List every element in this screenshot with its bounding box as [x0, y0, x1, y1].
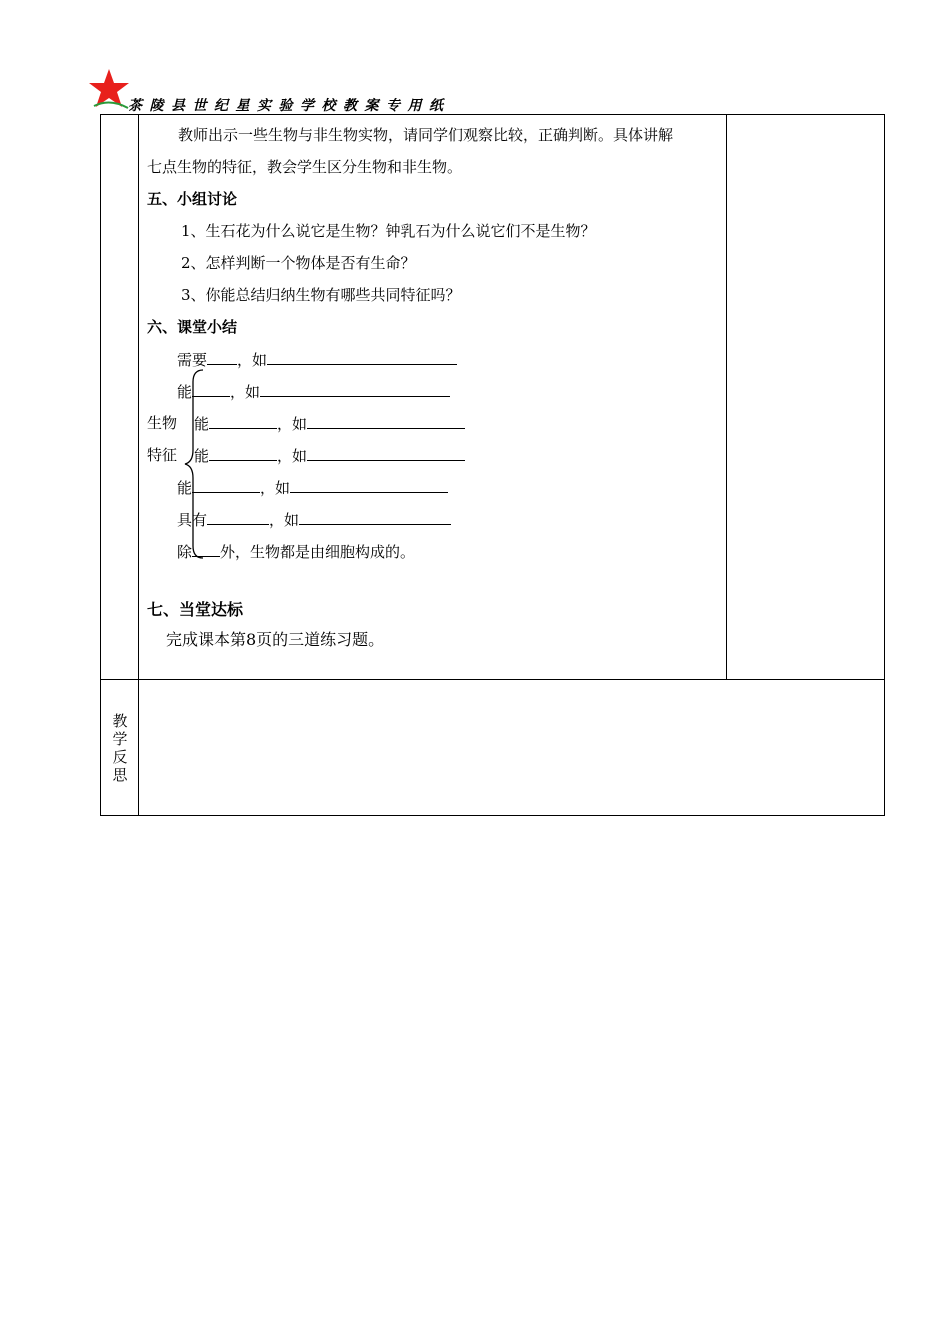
fill-blank [299, 510, 451, 525]
table-label-column-border [138, 114, 139, 816]
summary-row-prefix: 具有 [177, 511, 208, 529]
fill-blank [307, 446, 465, 461]
section6-heading: 六、课堂小结 [147, 318, 238, 336]
star-logo-icon [88, 68, 130, 110]
table-row-divider [100, 679, 885, 680]
summary-row-suffix: 外，生物都是由细胞构成的。 [220, 543, 416, 561]
section7-text: 完成课本第8页的三道练习题。 [166, 630, 385, 649]
summary-row-2 [177, 382, 450, 401]
summary-row-prefix: 能 [177, 383, 193, 401]
fill-blank [207, 350, 237, 365]
table-bottom-border [100, 815, 885, 816]
ru-label: ，如 [277, 415, 308, 433]
summary-row-4 [194, 446, 465, 465]
summary-row-6 [177, 510, 451, 529]
discussion-question-3: 3、你能总结归纳生物有哪些共同特征吗？ [181, 286, 461, 304]
summary-row-prefix: 除 [177, 543, 193, 561]
fill-blank [260, 382, 450, 397]
section7-heading: 七、当堂达标 [147, 600, 244, 619]
table-top-border [100, 114, 885, 115]
summary-row-7 [177, 542, 415, 561]
table-notes-column-border [726, 114, 727, 680]
ru-label: ，如 [230, 383, 261, 401]
ru-label: ，如 [269, 511, 300, 529]
intro-line-1: 教师出示一些生物与非生物实物，请同学们观察比较，正确判断。具体讲解 [178, 126, 674, 144]
fill-blank [290, 478, 448, 493]
curly-brace-icon [183, 368, 210, 560]
summary-row-1 [177, 350, 457, 369]
summary-row-prefix: 能 [194, 415, 210, 433]
fill-blank [207, 510, 269, 525]
document-header [88, 68, 568, 114]
section5-heading: 五、小组讨论 [147, 190, 238, 208]
fill-blank [209, 446, 277, 461]
summary-label-line-1: 生物 [147, 414, 178, 432]
discussion-question-1: 1、生石花为什么说它是生物？钟乳石为什么说它们不是生物？ [181, 222, 596, 240]
reflection-label: 教学反思 [112, 712, 128, 784]
summary-row-prefix: 需要 [177, 351, 208, 369]
summary-label-line-2: 特征 [147, 446, 178, 464]
summary-row-3 [194, 414, 465, 433]
school-title: 茶陵县世纪星实验学校教案专用纸 [128, 98, 451, 114]
intro-line-2: 七点生物的特征，教会学生区分生物和非生物。 [147, 158, 463, 176]
ru-label: ，如 [237, 351, 268, 369]
fill-blank [267, 350, 457, 365]
fill-blank [307, 414, 465, 429]
table-left-border [100, 114, 101, 816]
discussion-question-2: 2、怎样判断一个物体是否有生命？ [181, 254, 416, 272]
table-right-border [884, 114, 885, 816]
summary-row-5 [177, 478, 448, 497]
ru-label: ，如 [277, 447, 308, 465]
summary-row-prefix: 能 [177, 479, 193, 497]
summary-row-prefix: 能 [194, 447, 210, 465]
ru-label: ，如 [260, 479, 291, 497]
fill-blank [209, 414, 277, 429]
